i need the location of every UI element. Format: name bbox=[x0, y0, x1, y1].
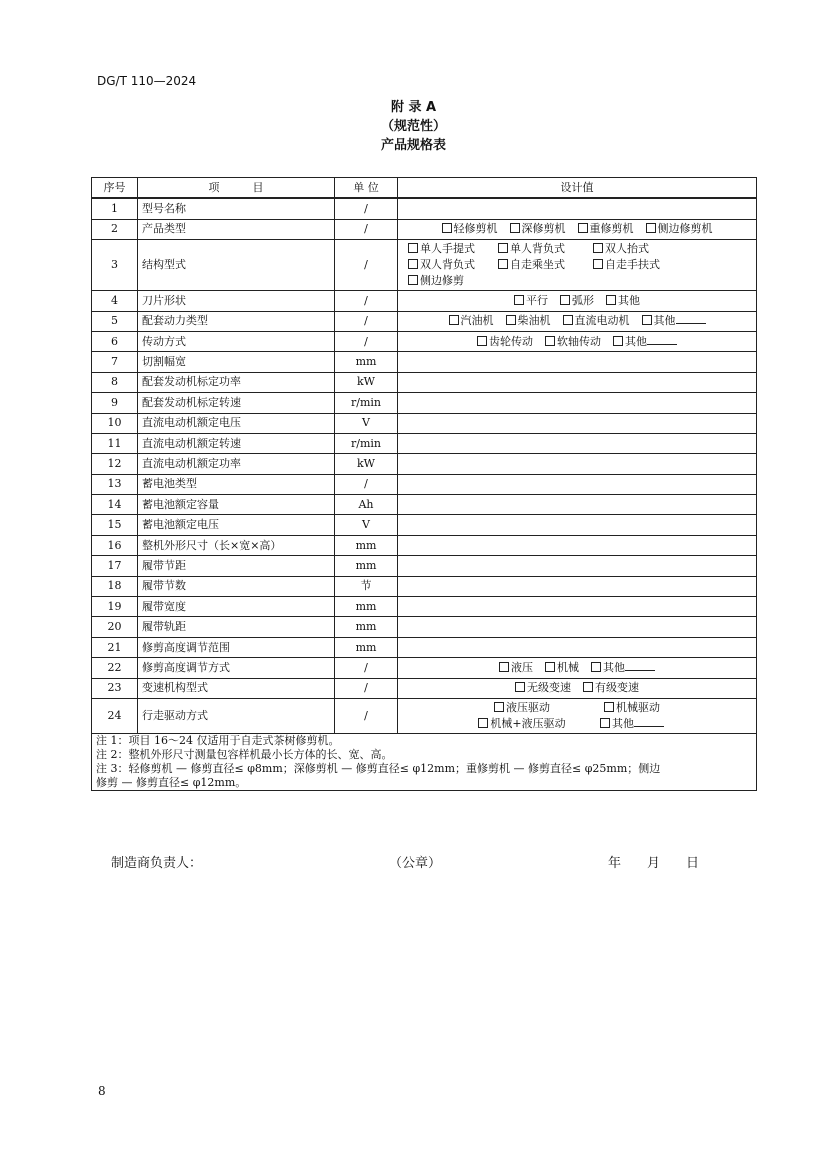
option[interactable]: 重修剪机 bbox=[578, 222, 634, 236]
option[interactable]: 侧边修剪 bbox=[408, 274, 498, 288]
row-num: 3 bbox=[92, 240, 138, 291]
row-value[interactable] bbox=[398, 433, 757, 453]
option[interactable]: 其他 bbox=[591, 661, 655, 675]
row-unit: 节 bbox=[335, 576, 398, 596]
table-row bbox=[92, 597, 757, 617]
row-value[interactable] bbox=[398, 474, 757, 494]
option[interactable]: 其他 bbox=[642, 314, 706, 328]
row-unit: / bbox=[335, 240, 398, 291]
option[interactable]: 柴油机 bbox=[506, 314, 551, 328]
checkbox-icon[interactable] bbox=[408, 259, 418, 269]
row-value bbox=[398, 678, 757, 698]
row-num: 5 bbox=[92, 311, 138, 331]
checkbox-icon[interactable] bbox=[604, 702, 614, 712]
table-row bbox=[92, 678, 757, 698]
row-unit: kW bbox=[335, 454, 398, 474]
table-notes bbox=[92, 733, 757, 790]
title-block bbox=[0, 98, 827, 155]
note-3-continued: 修剪 — 修剪直径≤ φ12mm。 bbox=[96, 775, 247, 789]
table-row bbox=[92, 331, 757, 351]
header-unit: 单 位 bbox=[335, 178, 398, 199]
row-num: 20 bbox=[92, 617, 138, 637]
row-num: 4 bbox=[92, 291, 138, 311]
row-num: 8 bbox=[92, 372, 138, 392]
row-unit: / bbox=[335, 291, 398, 311]
row-value[interactable] bbox=[398, 637, 757, 657]
row-num: 7 bbox=[92, 352, 138, 372]
table-row bbox=[92, 454, 757, 474]
date-label: 年 月 日 bbox=[608, 856, 700, 871]
option[interactable]: 无级变速 bbox=[515, 681, 571, 695]
table-row bbox=[92, 658, 757, 678]
option[interactable]: 有级变速 bbox=[583, 681, 639, 695]
row-value bbox=[398, 240, 757, 291]
row-value bbox=[398, 698, 757, 733]
row-num: 19 bbox=[92, 597, 138, 617]
row-unit: mm bbox=[335, 597, 398, 617]
note-3: 注 3：轻修剪机 — 修剪直径≤ φ8mm；深修剪机 — 修剪直径≤ φ12mm；重修剪机 — 修剪直径≤ φ25mm；侧边 bbox=[96, 761, 661, 775]
option[interactable]: 机械 bbox=[545, 661, 579, 675]
checkbox-icon[interactable] bbox=[600, 718, 610, 728]
row-value[interactable] bbox=[398, 198, 757, 219]
row-item: 直流电动机额定功率 bbox=[138, 454, 335, 474]
option[interactable]: 其他 bbox=[606, 294, 640, 308]
row-value[interactable] bbox=[398, 556, 757, 576]
option[interactable]: 其他 bbox=[613, 335, 677, 349]
option[interactable]: 液压驱动 bbox=[467, 701, 577, 715]
checkbox-icon[interactable] bbox=[499, 662, 509, 672]
row-unit: / bbox=[335, 658, 398, 678]
row-value[interactable] bbox=[398, 352, 757, 372]
row-value[interactable] bbox=[398, 576, 757, 596]
row-item: 产品类型 bbox=[138, 219, 335, 239]
option[interactable]: 平行 bbox=[514, 294, 548, 308]
document-code: DG/T 110—2024 bbox=[97, 74, 197, 88]
table-row bbox=[92, 576, 757, 596]
note-2: 注 2：整机外形尺寸测量包容样机最小长方体的长、宽、高。 bbox=[96, 747, 393, 761]
row-item: 整机外形尺寸（长×宽×高） bbox=[138, 535, 335, 555]
checkbox-icon[interactable] bbox=[646, 223, 656, 233]
row-unit: mm bbox=[335, 352, 398, 372]
row-value bbox=[398, 658, 757, 678]
row-unit: Ah bbox=[335, 495, 398, 515]
checkbox-icon[interactable] bbox=[560, 295, 570, 305]
row-item: 结构型式 bbox=[138, 240, 335, 291]
row-value[interactable] bbox=[398, 454, 757, 474]
table-row bbox=[92, 637, 757, 657]
row-unit: r/min bbox=[335, 433, 398, 453]
row-num: 6 bbox=[92, 331, 138, 351]
option[interactable]: 直流电动机 bbox=[563, 314, 630, 328]
row-item: 传动方式 bbox=[138, 331, 335, 351]
option[interactable]: 液压 bbox=[499, 661, 533, 675]
table-row bbox=[92, 372, 757, 392]
table-row bbox=[92, 198, 757, 219]
row-value[interactable] bbox=[398, 372, 757, 392]
row-value[interactable] bbox=[398, 393, 757, 413]
option[interactable]: 双人背负式 bbox=[408, 258, 498, 272]
row-value[interactable] bbox=[398, 495, 757, 515]
checkbox-icon[interactable] bbox=[498, 243, 508, 253]
table-title: 产品规格表 bbox=[380, 138, 446, 153]
appendix-nature: （规范性） bbox=[380, 119, 446, 134]
row-num: 18 bbox=[92, 576, 138, 596]
checkbox-icon[interactable] bbox=[578, 223, 588, 233]
table-row bbox=[92, 698, 757, 733]
table-row bbox=[92, 352, 757, 372]
row-unit: mm bbox=[335, 637, 398, 657]
row-num: 11 bbox=[92, 433, 138, 453]
checkbox-icon[interactable] bbox=[545, 662, 555, 672]
row-item: 履带节距 bbox=[138, 556, 335, 576]
row-unit: / bbox=[335, 331, 398, 351]
fill-blank[interactable] bbox=[634, 726, 664, 727]
checkbox-icon[interactable] bbox=[593, 243, 603, 253]
checkbox-icon[interactable] bbox=[563, 315, 573, 325]
row-item: 刀片形状 bbox=[138, 291, 335, 311]
header-value: 设计值 bbox=[398, 178, 757, 199]
checkbox-icon[interactable] bbox=[442, 223, 452, 233]
option-grid bbox=[402, 699, 752, 733]
option-grid bbox=[408, 240, 752, 290]
table-row bbox=[92, 311, 757, 331]
row-item: 配套发动机标定功率 bbox=[138, 372, 335, 392]
table-row bbox=[92, 219, 757, 239]
checkbox-icon[interactable] bbox=[510, 223, 520, 233]
option[interactable]: 轻修剪机 bbox=[442, 222, 498, 236]
option[interactable]: 弧形 bbox=[560, 294, 594, 308]
row-num: 21 bbox=[92, 637, 138, 657]
row-unit: / bbox=[335, 219, 398, 239]
row-unit: / bbox=[335, 678, 398, 698]
header-num: 序号 bbox=[92, 178, 138, 199]
checkbox-icon[interactable] bbox=[514, 295, 524, 305]
checkbox-icon[interactable] bbox=[583, 682, 593, 692]
row-unit: / bbox=[335, 198, 398, 219]
row-item: 配套动力类型 bbox=[138, 311, 335, 331]
option[interactable]: 机械+液压驱动 bbox=[467, 717, 577, 731]
checkbox-icon[interactable] bbox=[408, 275, 418, 285]
table-row bbox=[92, 240, 757, 291]
row-item: 配套发动机标定转速 bbox=[138, 393, 335, 413]
checkbox-icon[interactable] bbox=[545, 336, 555, 346]
row-item: 修剪高度调节范围 bbox=[138, 637, 335, 657]
row-value[interactable] bbox=[398, 413, 757, 433]
row-num: 13 bbox=[92, 474, 138, 494]
table-row bbox=[92, 474, 757, 494]
row-num: 15 bbox=[92, 515, 138, 535]
row-num: 14 bbox=[92, 495, 138, 515]
option[interactable]: 自走手扶式 bbox=[593, 258, 683, 272]
checkbox-icon[interactable] bbox=[478, 718, 488, 728]
row-item: 变速机构型式 bbox=[138, 678, 335, 698]
row-unit: mm bbox=[335, 535, 398, 555]
row-item: 履带节数 bbox=[138, 576, 335, 596]
row-unit: / bbox=[335, 698, 398, 733]
note-1: 注 1：项目 16～24 仅适用于自走式茶树修剪机。 bbox=[96, 733, 340, 747]
checkbox-icon[interactable] bbox=[494, 702, 504, 712]
option[interactable]: 齿轮传动 bbox=[477, 335, 533, 349]
row-value bbox=[398, 219, 757, 239]
row-value bbox=[398, 331, 757, 351]
fill-blank[interactable] bbox=[647, 344, 677, 345]
checkbox-icon[interactable] bbox=[613, 336, 623, 346]
row-unit: mm bbox=[335, 617, 398, 637]
row-num: 22 bbox=[92, 658, 138, 678]
row-num: 17 bbox=[92, 556, 138, 576]
table-row bbox=[92, 495, 757, 515]
header-item: 项 目 bbox=[138, 178, 335, 199]
table-row bbox=[92, 556, 757, 576]
row-value bbox=[398, 311, 757, 331]
checkbox-icon[interactable] bbox=[515, 682, 525, 692]
option[interactable]: 其他 bbox=[577, 717, 687, 731]
fill-blank[interactable] bbox=[625, 670, 655, 671]
row-item: 蓄电池类型 bbox=[138, 474, 335, 494]
row-value[interactable] bbox=[398, 515, 757, 535]
row-unit: V bbox=[335, 413, 398, 433]
row-num: 24 bbox=[92, 698, 138, 733]
fill-blank[interactable] bbox=[676, 323, 706, 324]
table-row bbox=[92, 433, 757, 453]
option[interactable]: 软轴传动 bbox=[545, 335, 601, 349]
option[interactable]: 深修剪机 bbox=[510, 222, 566, 236]
row-item: 直流电动机额定转速 bbox=[138, 433, 335, 453]
table-row bbox=[92, 617, 757, 637]
table-row bbox=[92, 535, 757, 555]
row-item: 修剪高度调节方式 bbox=[138, 658, 335, 678]
row-item: 履带轨距 bbox=[138, 617, 335, 637]
page-number: 8 bbox=[98, 1084, 106, 1098]
row-num: 2 bbox=[92, 219, 138, 239]
option[interactable]: 单人背负式 bbox=[498, 242, 593, 256]
row-unit: / bbox=[335, 311, 398, 331]
checkbox-icon[interactable] bbox=[593, 259, 603, 269]
product-spec-table bbox=[91, 177, 757, 791]
checkbox-icon[interactable] bbox=[606, 295, 616, 305]
row-value[interactable] bbox=[398, 597, 757, 617]
row-item: 履带宽度 bbox=[138, 597, 335, 617]
option[interactable]: 单人手提式 bbox=[408, 242, 498, 256]
option[interactable]: 汽油机 bbox=[449, 314, 494, 328]
manufacturer-label: 制造商负责人： bbox=[111, 856, 203, 871]
row-unit: r/min bbox=[335, 393, 398, 413]
row-unit: mm bbox=[335, 556, 398, 576]
table-row bbox=[92, 393, 757, 413]
option[interactable]: 侧边修剪机 bbox=[646, 222, 713, 236]
row-value bbox=[398, 291, 757, 311]
row-item: 切割幅宽 bbox=[138, 352, 335, 372]
table-row bbox=[92, 413, 757, 433]
row-num: 1 bbox=[92, 198, 138, 219]
row-item: 蓄电池额定容量 bbox=[138, 495, 335, 515]
row-num: 23 bbox=[92, 678, 138, 698]
seal-label: （公章） bbox=[389, 856, 442, 871]
row-num: 10 bbox=[92, 413, 138, 433]
table-header-row bbox=[92, 178, 757, 199]
option[interactable]: 自走乘坐式 bbox=[498, 258, 593, 272]
table-row bbox=[92, 291, 757, 311]
checkbox-icon[interactable] bbox=[642, 315, 652, 325]
checkbox-icon[interactable] bbox=[449, 315, 459, 325]
row-unit: / bbox=[335, 474, 398, 494]
appendix-title: 附 录 A bbox=[390, 100, 437, 115]
table-row bbox=[92, 515, 757, 535]
option[interactable]: 双人抬式 bbox=[593, 242, 683, 256]
notes-row bbox=[92, 733, 757, 790]
checkbox-icon[interactable] bbox=[506, 315, 516, 325]
row-item: 直流电动机额定电压 bbox=[138, 413, 335, 433]
checkbox-icon[interactable] bbox=[477, 336, 487, 346]
row-item: 型号名称 bbox=[138, 198, 335, 219]
option[interactable]: 机械驱动 bbox=[577, 701, 687, 715]
row-num: 9 bbox=[92, 393, 138, 413]
checkbox-icon[interactable] bbox=[591, 662, 601, 672]
checkbox-icon[interactable] bbox=[498, 259, 508, 269]
row-num: 16 bbox=[92, 535, 138, 555]
row-value[interactable] bbox=[398, 617, 757, 637]
row-item: 蓄电池额定电压 bbox=[138, 515, 335, 535]
row-unit: V bbox=[335, 515, 398, 535]
row-item: 行走驱动方式 bbox=[138, 698, 335, 733]
row-num: 12 bbox=[92, 454, 138, 474]
checkbox-icon[interactable] bbox=[408, 243, 418, 253]
row-value[interactable] bbox=[398, 535, 757, 555]
row-unit: kW bbox=[335, 372, 398, 392]
